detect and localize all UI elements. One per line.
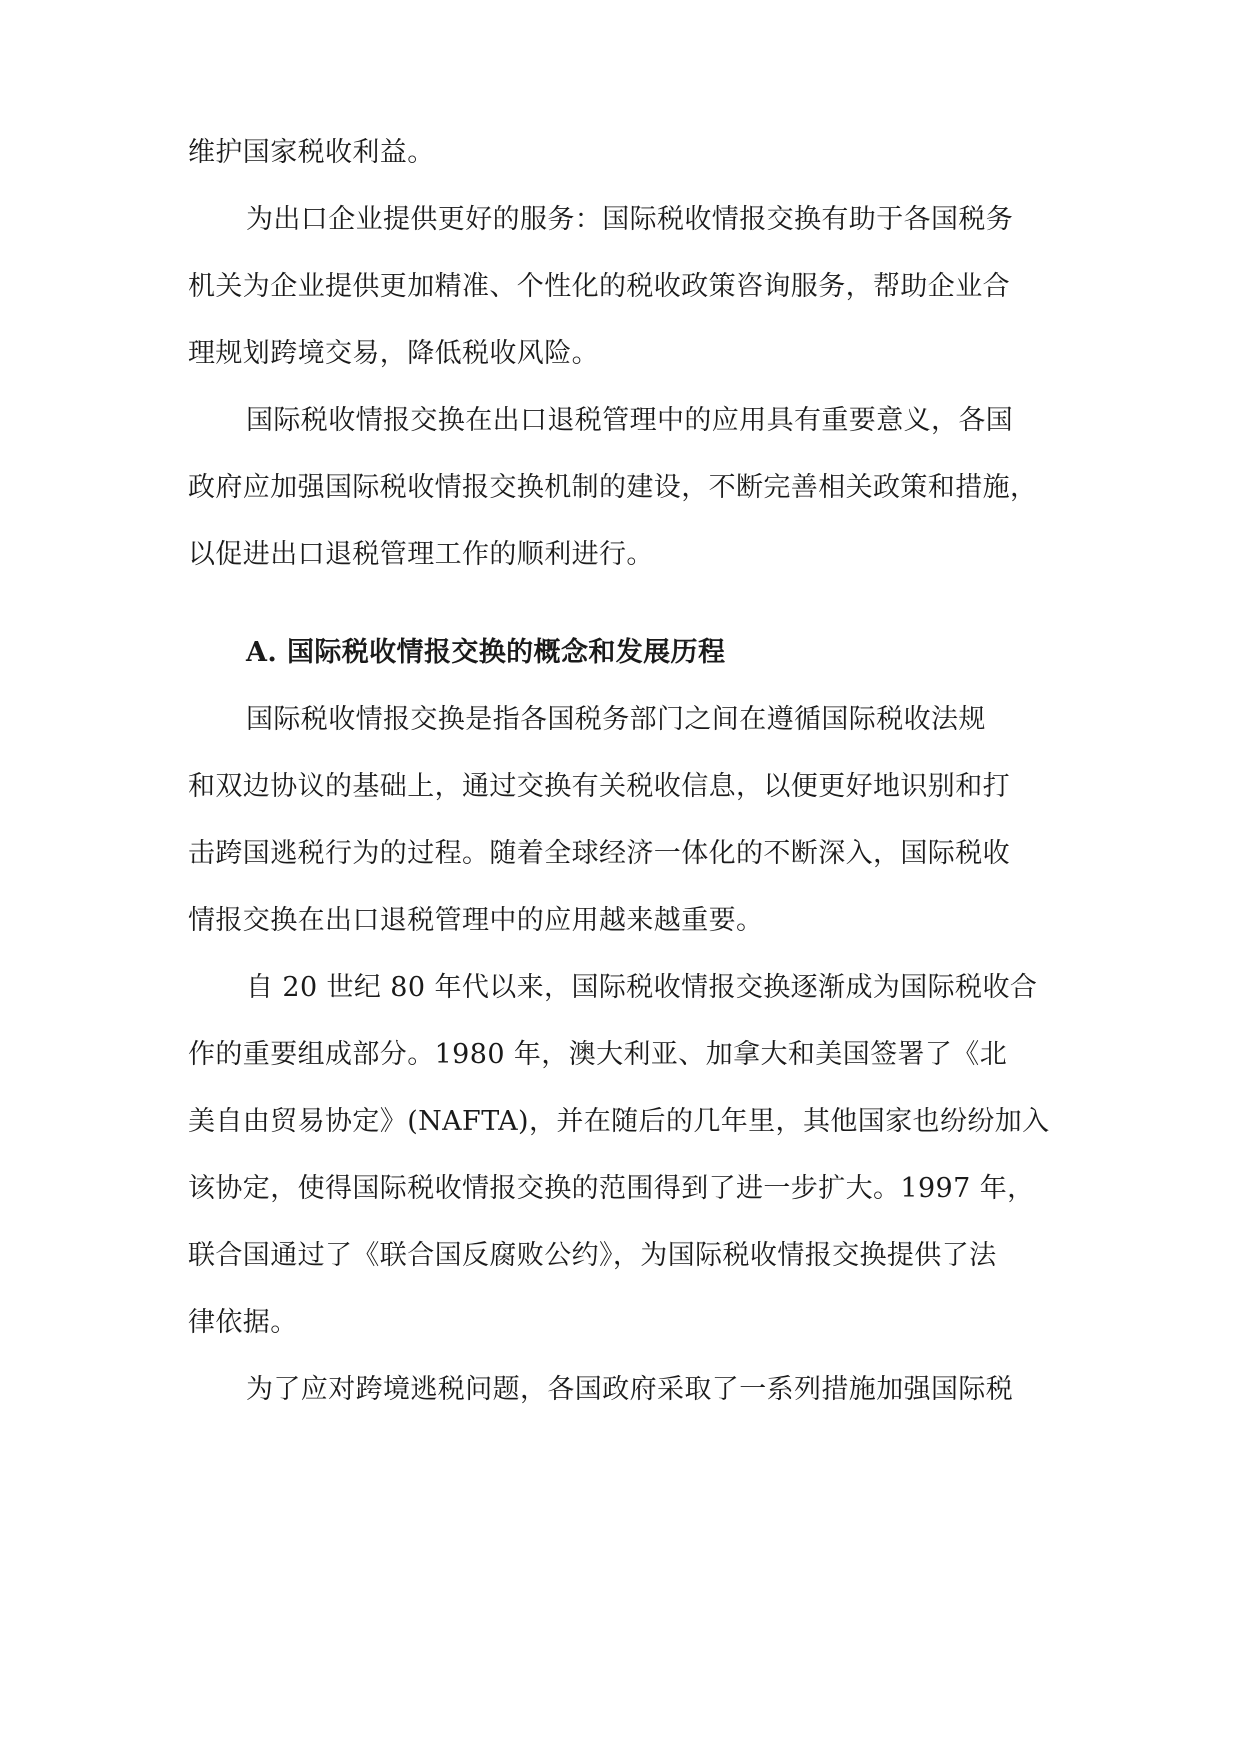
paragraph-line: 联合国通过了《联合国反腐败公约》，为国际税收情报交换提供了法 <box>188 1240 997 1271</box>
paragraph-line: 为了应对跨境逃税问题，各国政府采取了一系列措施加强国际税 <box>246 1374 1014 1405</box>
paragraph-line: 自 20 世纪 80 年代以来，国际税收情报交换逐渐成为国际税收合 <box>246 972 1038 1003</box>
paragraph-line: 为出口企业提供更好的服务：国际税收情报交换有助于各国税务 <box>246 204 1014 235</box>
paragraph-line: 美自由贸易协定》(NAFTA)，并在随后的几年里，其他国家也纷纷加入 <box>188 1106 1050 1137</box>
paragraph-line: 作的重要组成部分。1980 年，澳大利亚、加拿大和美国签署了《北 <box>188 1039 1008 1070</box>
paragraph-line: 情报交换在出口退税管理中的应用越来越重要。 <box>188 905 764 936</box>
section-heading: A. 国际税收情报交换的概念和发展历程 <box>246 637 726 668</box>
paragraph-line: 理规划跨境交易，降低税收风险。 <box>188 338 599 369</box>
paragraph-line: 维护国家税收利益。 <box>188 137 435 168</box>
paragraph-line: 以促进出口退税管理工作的顺利进行。 <box>188 539 654 570</box>
paragraph-line: 该协定，使得国际税收情报交换的范围得到了进一步扩大。1997 年， <box>188 1173 1035 1204</box>
paragraph-line: 国际税收情报交换在出口退税管理中的应用具有重要意义，各国 <box>246 405 1014 436</box>
paragraph-line: 律依据。 <box>188 1307 298 1338</box>
paragraph-line: 击跨国逃税行为的过程。随着全球经济一体化的不断深入，国际税收 <box>188 838 1010 869</box>
paragraph-line: 国际税收情报交换是指各国税务部门之间在遵循国际税收法规 <box>246 704 986 735</box>
paragraph-line: 政府应加强国际税收情报交换机制的建设，不断完善相关政策和措施， <box>188 472 1038 503</box>
paragraph-line: 机关为企业提供更加精准、个性化的税收政策咨询服务，帮助企业合 <box>188 271 1010 302</box>
paragraph-line: 和双边协议的基础上，通过交换有关税收信息，以便更好地识别和打 <box>188 771 1010 802</box>
